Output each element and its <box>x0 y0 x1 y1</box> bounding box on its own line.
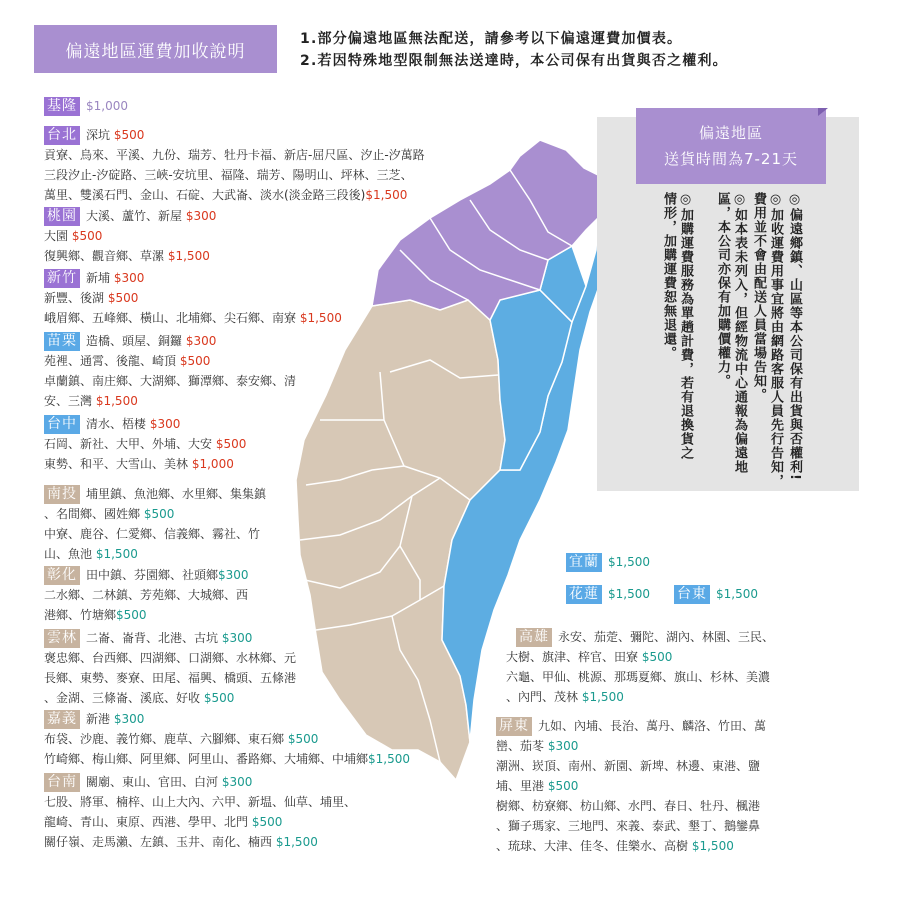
price: $1,500 <box>95 547 138 561</box>
price: $1,500 <box>691 839 734 853</box>
area-list: 大園 <box>44 229 69 243</box>
area-list: 清水、梧棲 <box>86 417 147 431</box>
tab-fold <box>818 108 828 116</box>
price: $300 <box>113 271 145 285</box>
region-tag: 苗栗 <box>44 332 80 351</box>
price: $1,500 <box>365 188 408 202</box>
area-list: 萬里、雙溪石門、金山、石碇、大武崙、淡水(淡金路三段後) <box>44 188 366 202</box>
region-tag: 花蓮 <box>566 585 602 604</box>
area-list: 苑裡、通霄、後龍、崎頂 <box>44 354 177 368</box>
area-list: 山、魚池 <box>44 547 93 561</box>
area-list: 、金湖、三條崙、溪底、好收 <box>44 691 201 705</box>
region-tag: 台中 <box>44 415 80 434</box>
region-tag: 台東 <box>674 585 710 604</box>
page-title: 偏遠地區運費加收說明 <box>34 25 277 73</box>
area-list: 竹崎鄉、梅山鄉、阿里鄉、阿里山、番路鄉、大埔鄉、中埔鄉 <box>44 752 369 766</box>
region-tag: 台南 <box>44 773 80 792</box>
area-list: 龍崎、青山、東原、西港、學甲、北門 <box>44 815 249 829</box>
area-list: 九如、內埔、長治、萬丹、麟洛、竹田、萬 <box>538 719 767 733</box>
info-item-4: ◎加購運費服務為單趟計費，若有退換貨之情形，加購運費恕無退還。 <box>661 192 693 460</box>
area-list: 、獅子瑪家、三地門、來義、泰武、墾丁、鵝鑾鼻 <box>496 819 761 833</box>
region-hualien <box>566 584 650 604</box>
region-changhua <box>44 565 249 625</box>
area-list: 中寮、鹿谷、仁愛鄉、信義鄉、霧社、竹 <box>44 527 261 541</box>
price: $500 <box>215 437 247 451</box>
price: $1,500 <box>581 690 624 704</box>
price: $500 <box>143 507 175 521</box>
price: $300 <box>185 209 217 223</box>
area-list: 六龜、甲仙、桃源、那瑪夏鄉、旗山、杉林、美濃 <box>506 670 771 684</box>
area-list: 大樹、旗津、梓官、田寮 <box>506 650 639 664</box>
area-list: 港鄉、竹塘鄉 <box>44 608 117 622</box>
area-list: 新埔 <box>86 271 111 285</box>
area-list: 東勢、和平、大雪山、美林 <box>44 457 189 471</box>
region-keelung <box>44 96 128 116</box>
price: $500 <box>547 779 579 793</box>
area-list: 二崙、崙背、北港、古坑 <box>86 631 219 645</box>
region-tag: 嘉義 <box>44 710 80 729</box>
price: $1,500 <box>608 555 650 569</box>
note-2: 2.若因特殊地型限制無法送達時，本公司保有出貨與否之權利。 <box>300 53 728 69</box>
area-list: 田中鎮、芬園鄉、社頭鄉 <box>86 568 219 582</box>
price: $500 <box>179 354 211 368</box>
area-list: 造橋、頭屋、銅鑼 <box>86 334 183 348</box>
region-taoyuan <box>44 206 216 266</box>
area-list: 埔里鎮、魚池鄉、水里鄉、集集鎮 <box>86 487 267 501</box>
area-list: 潮洲、崁頂、南州、新園、新埤、林邊、東港、鹽 <box>496 759 761 773</box>
region-tag: 南投 <box>44 485 80 504</box>
region-tainan <box>44 772 356 852</box>
region-tag: 桃園 <box>44 207 80 226</box>
area-list: 安、三灣 <box>44 394 93 408</box>
price: $500 <box>251 815 283 829</box>
price: $500 <box>116 608 147 622</box>
area-list: 峨眉鄉、五峰鄉、橫山、北埔鄉、尖石鄉、南寮 <box>44 311 297 325</box>
region-taipei <box>44 125 425 205</box>
price: $1,500 <box>608 587 650 601</box>
region-nantou <box>44 484 266 564</box>
region-tag: 基隆 <box>44 97 80 116</box>
price: $500 <box>113 128 145 142</box>
region-tag: 新竹 <box>44 269 80 288</box>
region-kaohsiung <box>506 627 774 707</box>
area-list: 埔、里港 <box>496 779 545 793</box>
note-1: 1.部分偏遠地區無法配送，請參考以下偏遠運費加價表。 <box>300 31 683 47</box>
remote-area-heading <box>636 108 826 184</box>
info-item-2: ◎加收運費用事宜將由網路客服人員先行告知，費用並不會由配送人員當場告知。 <box>751 192 783 488</box>
region-tag: 雲林 <box>44 629 80 648</box>
area-list: 關仔嶺、走馬瀨、左鎮、玉井、南化、楠西 <box>44 835 273 849</box>
region-tag: 宜蘭 <box>566 553 602 572</box>
region-yunlin <box>44 628 296 708</box>
region-tag: 高雄 <box>516 628 552 647</box>
area-list: 、名間鄉、國姓鄉 <box>44 507 141 521</box>
region-tag: 彰化 <box>44 566 80 585</box>
price: $500 <box>641 650 673 664</box>
price: $1,500 <box>95 394 138 408</box>
region-pingtung <box>496 716 766 856</box>
area-list: 樹鄉、枋寮鄉、枋山鄉、水門、春日、牡丹、楓港 <box>496 799 761 813</box>
area-list: 褒忠鄉、台西鄉、四湖鄉、口湖鄉、水林鄉、元 <box>44 651 297 665</box>
heading-line-2: 送貨時間為7-21天 <box>663 150 799 168</box>
area-list: 石岡、新社、大甲、外埔、大安 <box>44 437 213 451</box>
price: $500 <box>107 291 139 305</box>
area-list: 卓蘭鎮、南庄鄉、大湖鄉、獅潭鄉、泰安鄉、清 <box>44 374 297 388</box>
region-tag: 台北 <box>44 126 80 145</box>
area-list: 三段汐止-汐碇路、三峽-安坑里、福隆、瑞芳、陽明山、坪林、三芝、 <box>44 168 413 182</box>
area-list: 、琉球、大津、佳冬、佳樂水、高樹 <box>496 839 689 853</box>
area-list: 長鄉、東勢、麥寮、田尾、福興、橋頭、五條港 <box>44 671 297 685</box>
area-list: 貢寮、烏來、平溪、九份、瑞芳、牡丹卡福、新店-屈尺區、汐止-汐萬路 <box>44 148 425 162</box>
price: $300 <box>218 568 249 582</box>
price: $500 <box>287 732 319 746</box>
price: $300 <box>185 334 217 348</box>
region-yilan <box>566 552 650 572</box>
area-list: 七股、將軍、楠梓、山上大內、六甲、新塭、仙草、埔里、 <box>44 795 357 809</box>
price: $1,500 <box>368 752 411 766</box>
area-list: 永安、茄萣、彌陀、湖內、林園、三民、 <box>558 630 775 644</box>
price: $300 <box>221 775 253 789</box>
price: $300 <box>547 739 579 753</box>
price: $1,000 <box>191 457 234 471</box>
area-list: 深坑 <box>86 128 111 142</box>
area-list: 復興鄉、觀音鄉、草漯 <box>44 249 165 263</box>
price: $1,500 <box>275 835 318 849</box>
area-list: 新港 <box>86 712 111 726</box>
price: $1,500 <box>167 249 210 263</box>
info-item-3: ◎如本表未列入，但經物流中心通報為偏遠地區，本公司亦保有加購價權力。 <box>715 192 747 474</box>
region-miaoli <box>44 331 296 411</box>
area-list: 、內門、茂林 <box>506 690 579 704</box>
price: $300 <box>113 712 145 726</box>
area-list: 布袋、沙鹿、義竹鄉、鹿草、六腳鄉、東石鄉 <box>44 732 285 746</box>
price: $1,000 <box>86 99 128 113</box>
price: $300 <box>221 631 253 645</box>
region-taichung <box>44 414 246 474</box>
heading-line-1: 偏遠地區 <box>698 124 763 142</box>
area-list: 二水鄉、二林鎮、芳苑鄉、大城鄉、西 <box>44 588 249 602</box>
area-list: 巒、茄苳 <box>496 739 545 753</box>
price: $1,500 <box>299 311 342 325</box>
region-chiayi <box>44 709 410 769</box>
region-hsinchu <box>44 268 342 328</box>
price: $500 <box>71 229 103 243</box>
region-taitung <box>674 584 758 604</box>
price: $300 <box>149 417 181 431</box>
area-list: 新豐、後湖 <box>44 291 105 305</box>
info-item-1: ◎偏遠鄉鎮、山區等本公司保有出貨與否權利! <box>787 192 802 481</box>
region-tag: 屏東 <box>496 717 532 736</box>
price: $500 <box>203 691 235 705</box>
area-list: 大溪、蘆竹、新屋 <box>86 209 183 223</box>
price: $1,500 <box>716 587 758 601</box>
area-list: 關廟、東山、官田、白河 <box>86 775 219 789</box>
